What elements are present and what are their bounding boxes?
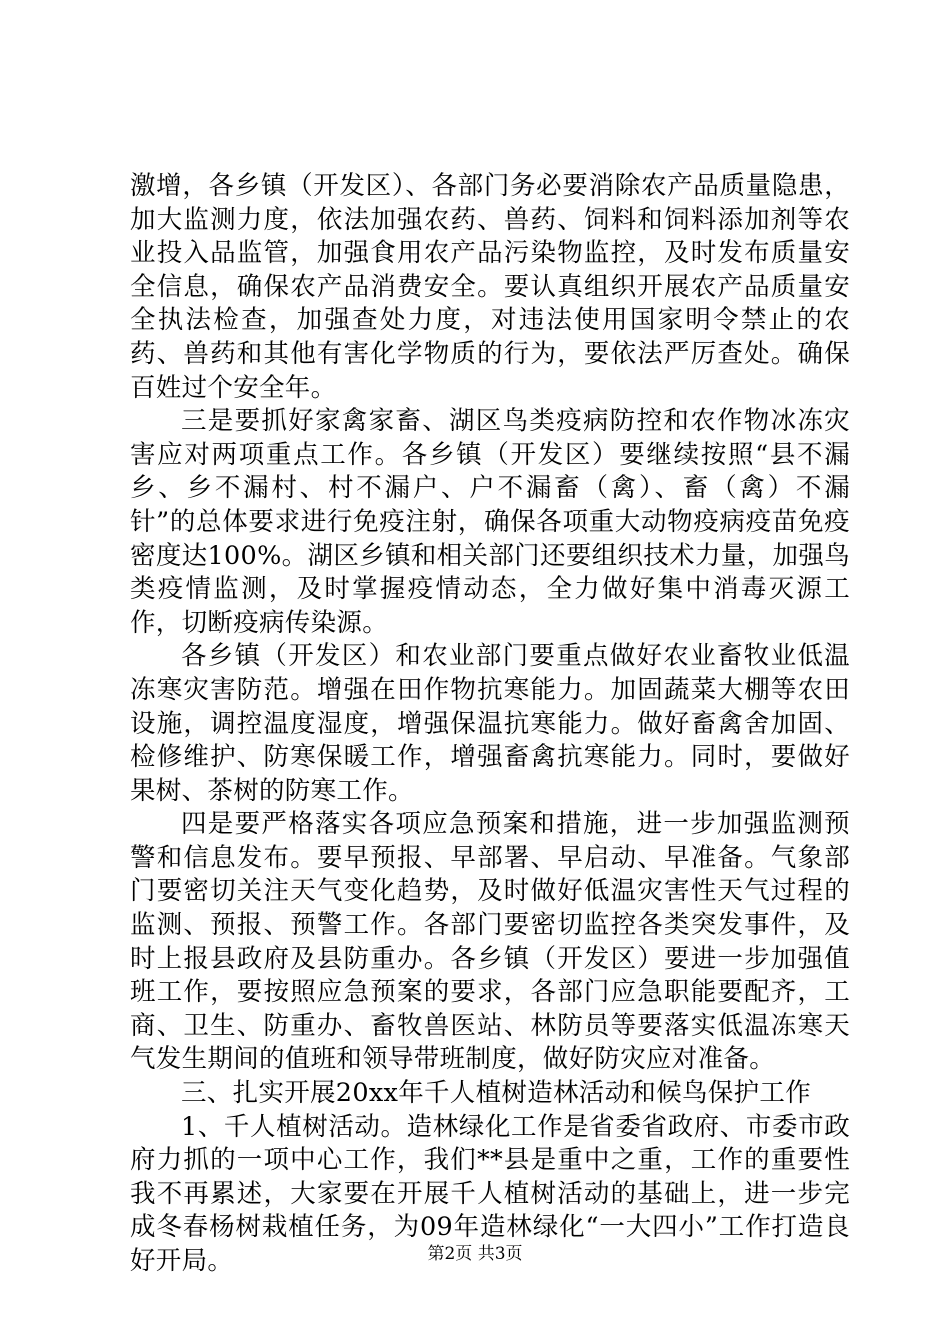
section-heading-three: 三、扎实开展20xx年千人植树造林活动和候鸟保护工作 [181, 1078, 812, 1109]
paragraph-cold-prevention: 各乡镇（开发区）和农业部门要重点做好农业畜牧业低温冻寒灾害防范。增强在田作物抗寒能力。加固蔬菜大棚等农田设施，调控温度湿度，增强保温抗寒能力。做好畜禽舍加固、检修维护、防寒保暖工作，增强畜禽抗寒能力。同时，要做好果树、茶树的防寒工作。 [130, 641, 850, 806]
document-body [130, 170, 850, 1279]
page-number-footer: 第2页 共3页 [427, 1244, 523, 1264]
paragraph-point-three: 三是要抓好家禽家畜、湖区鸟类疫病防控和农作物冰冻灾害应对两项重点工作。各乡镇（开发区）要继续按照“县不漏乡、乡不漏村、村不漏户、户不漏畜（禽）、畜（禽）不漏针”的总体要求进行免疫注射，确保各项重大动物疫病疫苗免疫密度达100%。湖区乡镇和相关部门还要组织技术力量，加强鸟类疫情监测，及时掌握疫情动态，全力做好集中消毒灭源工作，切断疫病传染源。 [130, 406, 850, 638]
paragraph-point-four: 四是要严格落实各项应急预案和措施，进一步加强监测预警和信息发布。要早预报、早部署、早启动、早准备。气象部门要密切关注天气变化趋势，及时做好低温灾害性天气过程的监测、预报、预警工作。各部门要密切监控各类突发事件，及时上报县政府及县防重办。各乡镇（开发区）要进一步加强值班工作，要按照应急预案的要求，各部门应急职能要配齐，工商、卫生、防重办、畜牧兽医站、林防员等要落实低温冻寒天气发生期间的值班和领导带班制度，做好防灾应对准备。 [130, 809, 850, 1075]
paragraph-continuation: 激增，各乡镇（开发区）、各部门务必要消除农产品质量隐患，加大监测力度，依法加强农药、兽药、饲料和饲料添加剂等农业投入品监管，加强食用农产品污染物监控，及时发布质量安全信息，确保农产品消费安全。要认真组织开展农产品质量安全执法检查，加强查处力度，对违法使用国家明令禁止的农药、兽药和其他有害化学物质的行为，要依法严厉查处。确保百姓过个安全年。 [130, 171, 850, 403]
paragraph-tree-planting: 1、千人植树活动。造林绿化工作是省委省政府、市委市政府力抓的一项中心工作，我们**县是重中之重，工作的重要性我不再累述，大家要在开展千人植树活动的基础上，进一步完成冬春杨树栽植任务，为09年造林绿化“一大四小”工作打造良好开局。 [130, 1111, 850, 1276]
